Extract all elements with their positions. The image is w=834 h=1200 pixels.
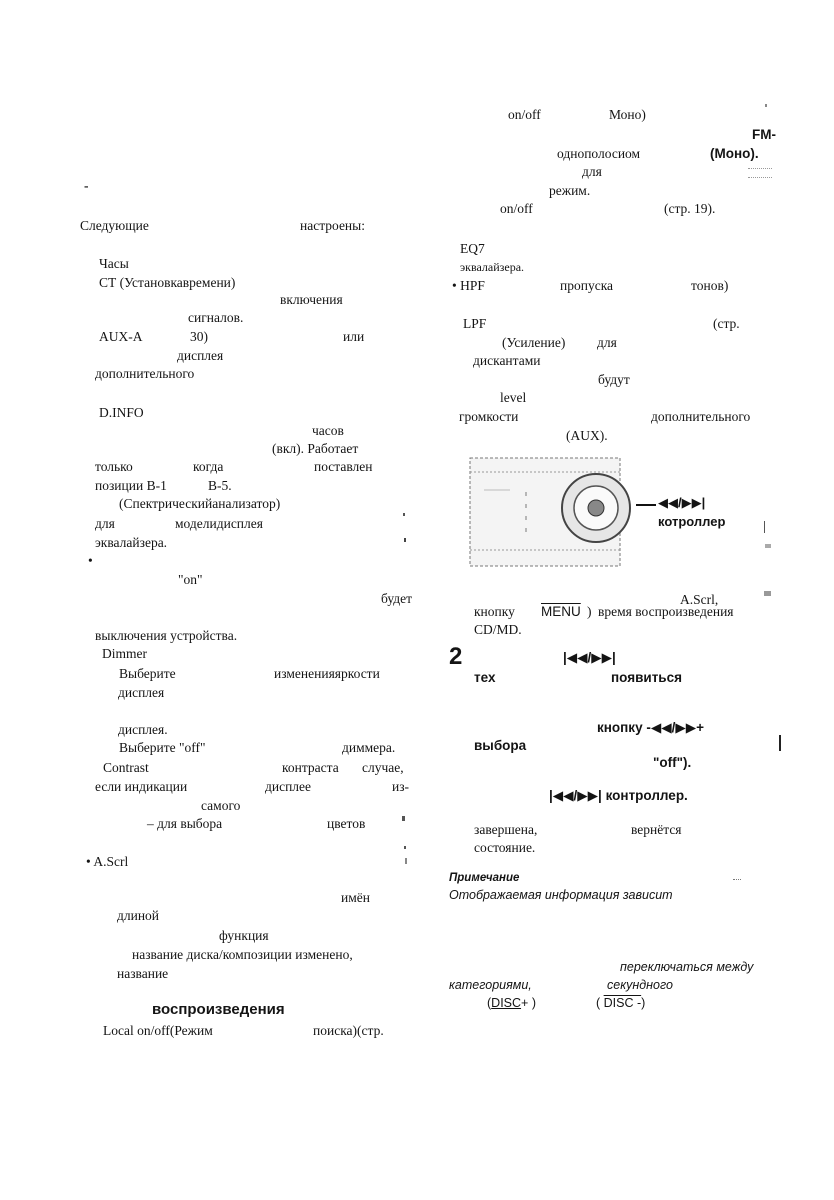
text-line: Local on/off(Режим [103, 1023, 213, 1038]
text-line: однополосиом [557, 146, 641, 161]
text-line: завершена, [474, 822, 538, 837]
text-line: вернётся [631, 822, 682, 837]
text-line: СТ (Установкавремени) [99, 275, 236, 290]
text-line: диммера. [342, 740, 396, 755]
text-line: Dimmer [102, 646, 147, 661]
text-line: сигналов. [188, 310, 244, 325]
text-line: (AUX). [566, 428, 608, 443]
text-line: кнопку [474, 604, 515, 619]
text-line: если индикации [95, 779, 188, 794]
dash-mark: - [84, 178, 89, 193]
text-line: для [95, 516, 115, 531]
scan-artifact [404, 538, 406, 542]
menu-key [541, 604, 581, 620]
text-line: поиска)(стр. [313, 1023, 384, 1038]
text-line: кнопку -◀◀/▶▶+ [597, 720, 704, 735]
text-line: CD/MD. [474, 622, 522, 637]
text-line: позиции В-1 [95, 478, 167, 493]
car-stereo-illustration [466, 452, 634, 574]
text-line: FM- [752, 127, 776, 142]
text-line: появиться [611, 670, 682, 685]
text-line: выключения устройства. [95, 628, 238, 643]
text-line: время воспроизведения [598, 604, 734, 619]
text-line: AUX-A [99, 329, 143, 344]
scan-artifact [765, 104, 767, 107]
text-line: включения [280, 292, 343, 307]
text-line: для [582, 164, 602, 179]
text-line: дисплея [177, 348, 224, 363]
scan-artifact [748, 168, 772, 178]
text-line: – для выбора [147, 816, 223, 831]
disc-plus-key: (DISC+ ) [487, 996, 536, 1010]
text-line: дисплея. [118, 722, 168, 737]
note-text: секундного [607, 978, 673, 992]
text-line: тонов) [691, 278, 729, 293]
text-line: или [343, 329, 365, 344]
text-line: пропуска [560, 278, 614, 293]
text-line: on/off [500, 201, 533, 216]
disc-plus-suffix: + ) [521, 996, 536, 1010]
scan-artifact [775, 735, 781, 751]
scan-artifact [764, 591, 771, 596]
bullet: • [88, 553, 93, 568]
text-line: |◀◀/▶▶| контроллер. [549, 788, 688, 803]
text-line: цветов [327, 816, 366, 831]
text-line: дисплее [265, 779, 312, 794]
text-line: Выберите "off" [119, 740, 206, 755]
text-line: будет [381, 591, 413, 606]
text-line: (стр. 19). [664, 201, 716, 216]
controller-label: котроллер [658, 514, 726, 529]
text-line: режим. [549, 183, 591, 198]
leader-line [636, 504, 656, 506]
text-line: Contrast [103, 760, 149, 775]
text-line: когда [193, 459, 224, 474]
text-line: (Спектрическийанализатор) [119, 496, 281, 511]
text-line: будут [598, 372, 630, 387]
text-line: |◀◀/▶▶| [563, 650, 616, 665]
note-text: Отображаемая информация зависит [449, 888, 673, 902]
text-line: часов [312, 423, 344, 438]
disc-minus-prefix: ( [596, 996, 604, 1010]
text-line: EQ7 [460, 241, 485, 256]
scan-artifact [403, 513, 405, 516]
note-text: переключаться между [620, 960, 754, 974]
text-line: (вкл). Работает [272, 441, 359, 456]
text-line: A.Scrl, [680, 592, 719, 607]
text-line: "on" [178, 572, 203, 587]
step-number: 2 [449, 643, 463, 670]
text-line: дополнительного [651, 409, 751, 424]
text-line: эквалайзера. [460, 260, 525, 274]
text-line: (Усиление) [502, 335, 566, 350]
scan-artifact [404, 846, 406, 849]
text-line: Часы [99, 256, 129, 271]
text-line: дополнительного [95, 366, 195, 381]
scan-artifact [764, 521, 769, 533]
text-line: моделидисплея [175, 516, 263, 531]
text-line: функция [219, 928, 269, 943]
text-line: "off"). [653, 755, 692, 770]
text-line: контраста [282, 760, 339, 775]
text-line: Следующие [80, 218, 149, 233]
text-line: (стр. [713, 316, 740, 331]
text-line: название [117, 966, 169, 981]
text-line: случае, [362, 760, 404, 775]
disc-minus-key [596, 995, 645, 1011]
text-line: level [500, 390, 527, 405]
text-line: ) [587, 604, 592, 619]
text-line: эквалайзера. [95, 535, 168, 550]
text-line: настроены: [300, 218, 365, 233]
note-text: категориями, [449, 978, 532, 992]
text-line: LPF [463, 316, 487, 331]
text-line: из- [392, 779, 410, 794]
text-line: выбора [474, 738, 527, 753]
text-line: Выберите [119, 666, 176, 681]
text-line: • HPF [452, 278, 485, 293]
text-line: дисплея [118, 685, 165, 700]
text-line: 30) [190, 329, 208, 344]
disc-minus-suffix: ) [641, 996, 646, 1010]
text-line: В-5. [208, 478, 232, 493]
scan-artifact [402, 816, 405, 821]
text-line: on/off [508, 107, 541, 122]
rotary-controller-key: ◀◀/▶▶| [658, 495, 706, 510]
text-line: громкости [459, 409, 519, 424]
menu-key-text: MENU [541, 604, 581, 619]
disc-plus-key-text: DISC [491, 996, 522, 1010]
section-heading: воспроизведения [152, 1001, 285, 1018]
text-line: имён [341, 890, 370, 905]
text-line: дискантами [473, 353, 541, 368]
text-line: только [95, 459, 133, 474]
text-line: тех [474, 670, 496, 685]
disc-minus-key-text: DISC - [603, 996, 642, 1010]
text-line: D.INFO [99, 405, 144, 420]
scan-artifact [405, 858, 407, 864]
text-line: название диска/композиции изменено, [132, 947, 353, 962]
text-line: для [597, 335, 617, 350]
text-line: Моно) [609, 107, 646, 122]
text-line: самого [201, 798, 241, 813]
text-line: состояние. [474, 840, 536, 855]
text-line: поставлен [314, 459, 373, 474]
note-heading: Примечание [449, 872, 520, 884]
text-line: • A.Scrl [86, 854, 129, 869]
text-line: (Моно). [710, 146, 759, 161]
text-line: длиной [117, 908, 160, 923]
text-line: измененияяркости [274, 666, 380, 681]
scan-artifact [733, 873, 741, 880]
scan-artifact [765, 544, 771, 548]
